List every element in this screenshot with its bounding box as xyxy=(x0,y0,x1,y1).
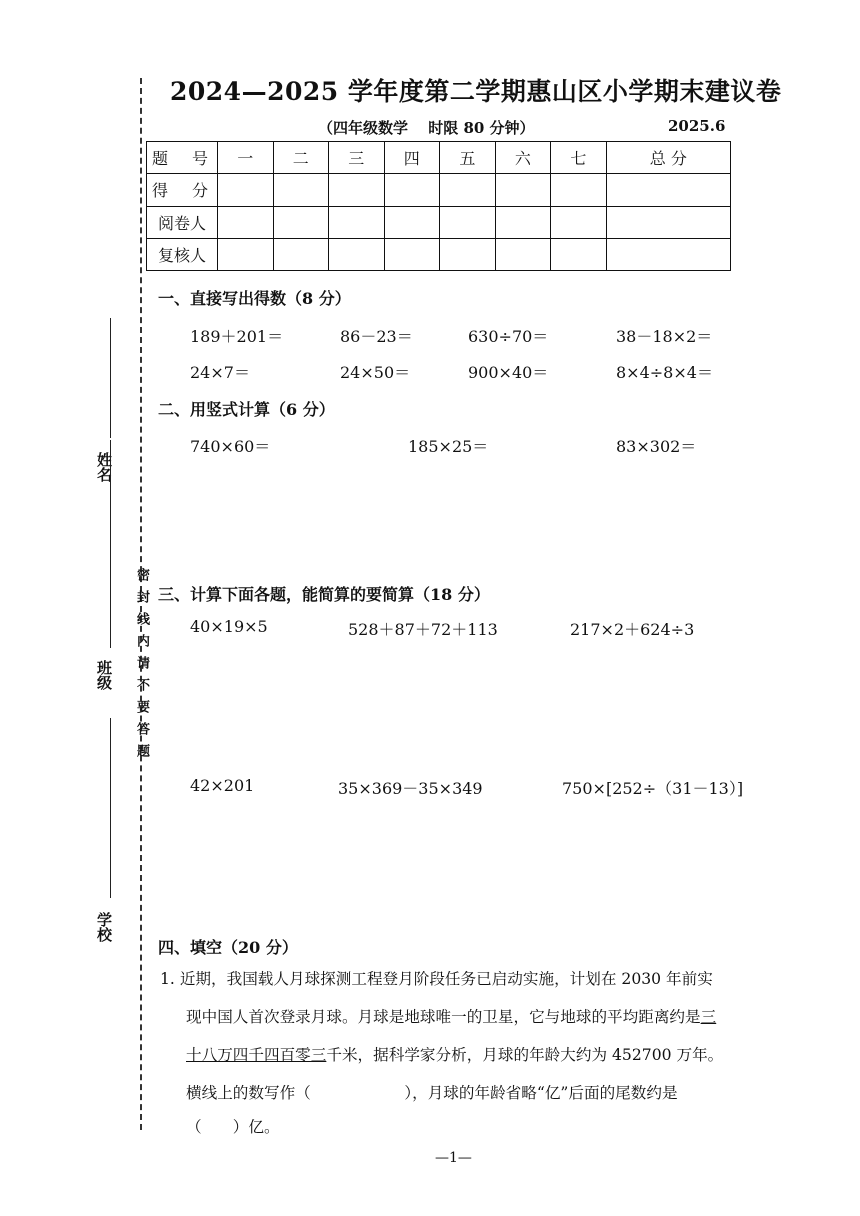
simplify-calc-item: 528＋87＋72＋113 xyxy=(348,620,498,639)
score-cell[interactable] xyxy=(606,238,730,270)
oral-calc-item: 900×40＝ xyxy=(468,363,549,382)
oral-calc-item: 189＋201＝ xyxy=(190,327,284,346)
score-cell[interactable] xyxy=(440,238,496,270)
score-header-cell: 题 号 xyxy=(147,142,218,174)
score-cell[interactable] xyxy=(384,174,440,206)
score-cell[interactable] xyxy=(273,174,329,206)
question-1-line xyxy=(186,1038,723,1072)
section4-heading: 四、填空（20 分） xyxy=(158,938,298,957)
score-header-cell: 五 xyxy=(440,142,496,174)
score-cell[interactable] xyxy=(384,206,440,238)
score-table-header-row xyxy=(147,142,731,174)
question-1-text: 现中国人首次登录月球。月球是地球唯一的卫星，它与地球的平均距离约是 xyxy=(186,1008,701,1026)
name-fill-line xyxy=(110,318,112,438)
simplify-calc-item: 35×369－35×349 xyxy=(338,779,483,798)
oral-calc-item: 630÷70＝ xyxy=(468,327,549,346)
score-cell[interactable] xyxy=(495,174,551,206)
oral-calc-item: 86－23＝ xyxy=(340,327,413,346)
score-cell[interactable] xyxy=(551,206,607,238)
simplify-calc-item: 40×19×5 xyxy=(190,617,268,636)
class-label: 班级 xyxy=(95,660,113,690)
score-table-row xyxy=(147,238,731,270)
score-header-cell: 三 xyxy=(329,142,385,174)
score-header-cell: 二 xyxy=(273,142,329,174)
simplify-calc-item: 217×2＋624÷3 xyxy=(570,620,695,639)
score-cell[interactable] xyxy=(384,238,440,270)
score-cell[interactable] xyxy=(440,174,496,206)
score-cell[interactable] xyxy=(606,206,730,238)
score-cell[interactable] xyxy=(218,206,274,238)
score-table-row xyxy=(147,206,731,238)
score-cell[interactable] xyxy=(329,238,385,270)
underlined-number-text: 三 xyxy=(700,1008,717,1026)
score-header-cell: 六 xyxy=(495,142,551,174)
question-1-line: 横线上的数写作（ ），月球的年龄省略“亿”后面的尾数约是 xyxy=(186,1084,678,1102)
score-row-label: 得 分 xyxy=(147,174,218,206)
score-row-label: 阅卷人 xyxy=(147,206,218,238)
school-label: 学校 xyxy=(95,912,113,942)
score-cell[interactable] xyxy=(273,238,329,270)
exam-subtitle: （四年级数学 时限 80 分钟） xyxy=(318,119,535,137)
score-table-row xyxy=(147,174,731,206)
question-1-line: （ ）亿。 xyxy=(186,1118,280,1136)
score-cell[interactable] xyxy=(551,174,607,206)
exam-date: 2025.6 xyxy=(668,117,726,135)
vertical-calc-item: 740×60＝ xyxy=(190,437,271,456)
question-1-line: 1. 近期，我国载人月球探测工程登月阶段任务已启动实施，计划在 2030 年前实 xyxy=(160,970,713,988)
score-row-label: 复核人 xyxy=(147,238,218,270)
score-header-cell: 一 xyxy=(218,142,274,174)
class-fill-line xyxy=(110,548,111,648)
score-table xyxy=(146,141,731,271)
score-cell[interactable] xyxy=(551,238,607,270)
score-cell[interactable] xyxy=(440,206,496,238)
oral-calc-item: 8×4÷8×4＝ xyxy=(616,363,713,382)
score-cell[interactable] xyxy=(273,206,329,238)
oral-calc-item: 24×50＝ xyxy=(340,363,411,382)
oral-calc-item: 38－18×2＝ xyxy=(616,327,713,346)
simplify-calc-item: 750×[252÷（31－13）] xyxy=(562,779,744,798)
vertical-calc-item: 83×302＝ xyxy=(616,437,697,456)
score-header-cell: 四 xyxy=(384,142,440,174)
section2-heading: 二、用竖式计算（6 分） xyxy=(158,400,335,419)
vertical-calc-item: 185×25＝ xyxy=(408,437,489,456)
seal-notice: 密封线内请不要答题 xyxy=(134,568,149,766)
class-dash-line xyxy=(110,718,111,898)
score-cell[interactable] xyxy=(606,174,730,206)
score-header-cell: 七 xyxy=(551,142,607,174)
exam-title: 2024—2025 学年度第二学期惠山区小学期末建议卷 xyxy=(170,77,782,106)
score-cell[interactable] xyxy=(329,206,385,238)
underlined-number-text: 十八万四千四百零三 xyxy=(186,1046,327,1064)
name-label: 姓名 xyxy=(95,452,113,482)
score-cell[interactable] xyxy=(218,174,274,206)
score-cell[interactable] xyxy=(218,238,274,270)
oral-calc-item: 24×7＝ xyxy=(190,363,250,382)
section3-heading: 三、计算下面各题，能简算的要简算（18 分） xyxy=(158,585,490,604)
section1-heading: 一、直接写出得数（8 分） xyxy=(158,289,351,308)
score-header-cell: 总 分 xyxy=(606,142,730,174)
name-dash-line xyxy=(110,440,111,550)
score-cell[interactable] xyxy=(495,206,551,238)
question-1-text: 千米，据科学家分析，月球的年龄大约为 452700 万年。 xyxy=(326,1046,724,1064)
question-1-line xyxy=(186,1000,716,1034)
score-cell[interactable] xyxy=(495,238,551,270)
simplify-calc-item: 42×201 xyxy=(190,776,255,795)
score-cell[interactable] xyxy=(329,174,385,206)
page-number: —1— xyxy=(435,1150,472,1166)
